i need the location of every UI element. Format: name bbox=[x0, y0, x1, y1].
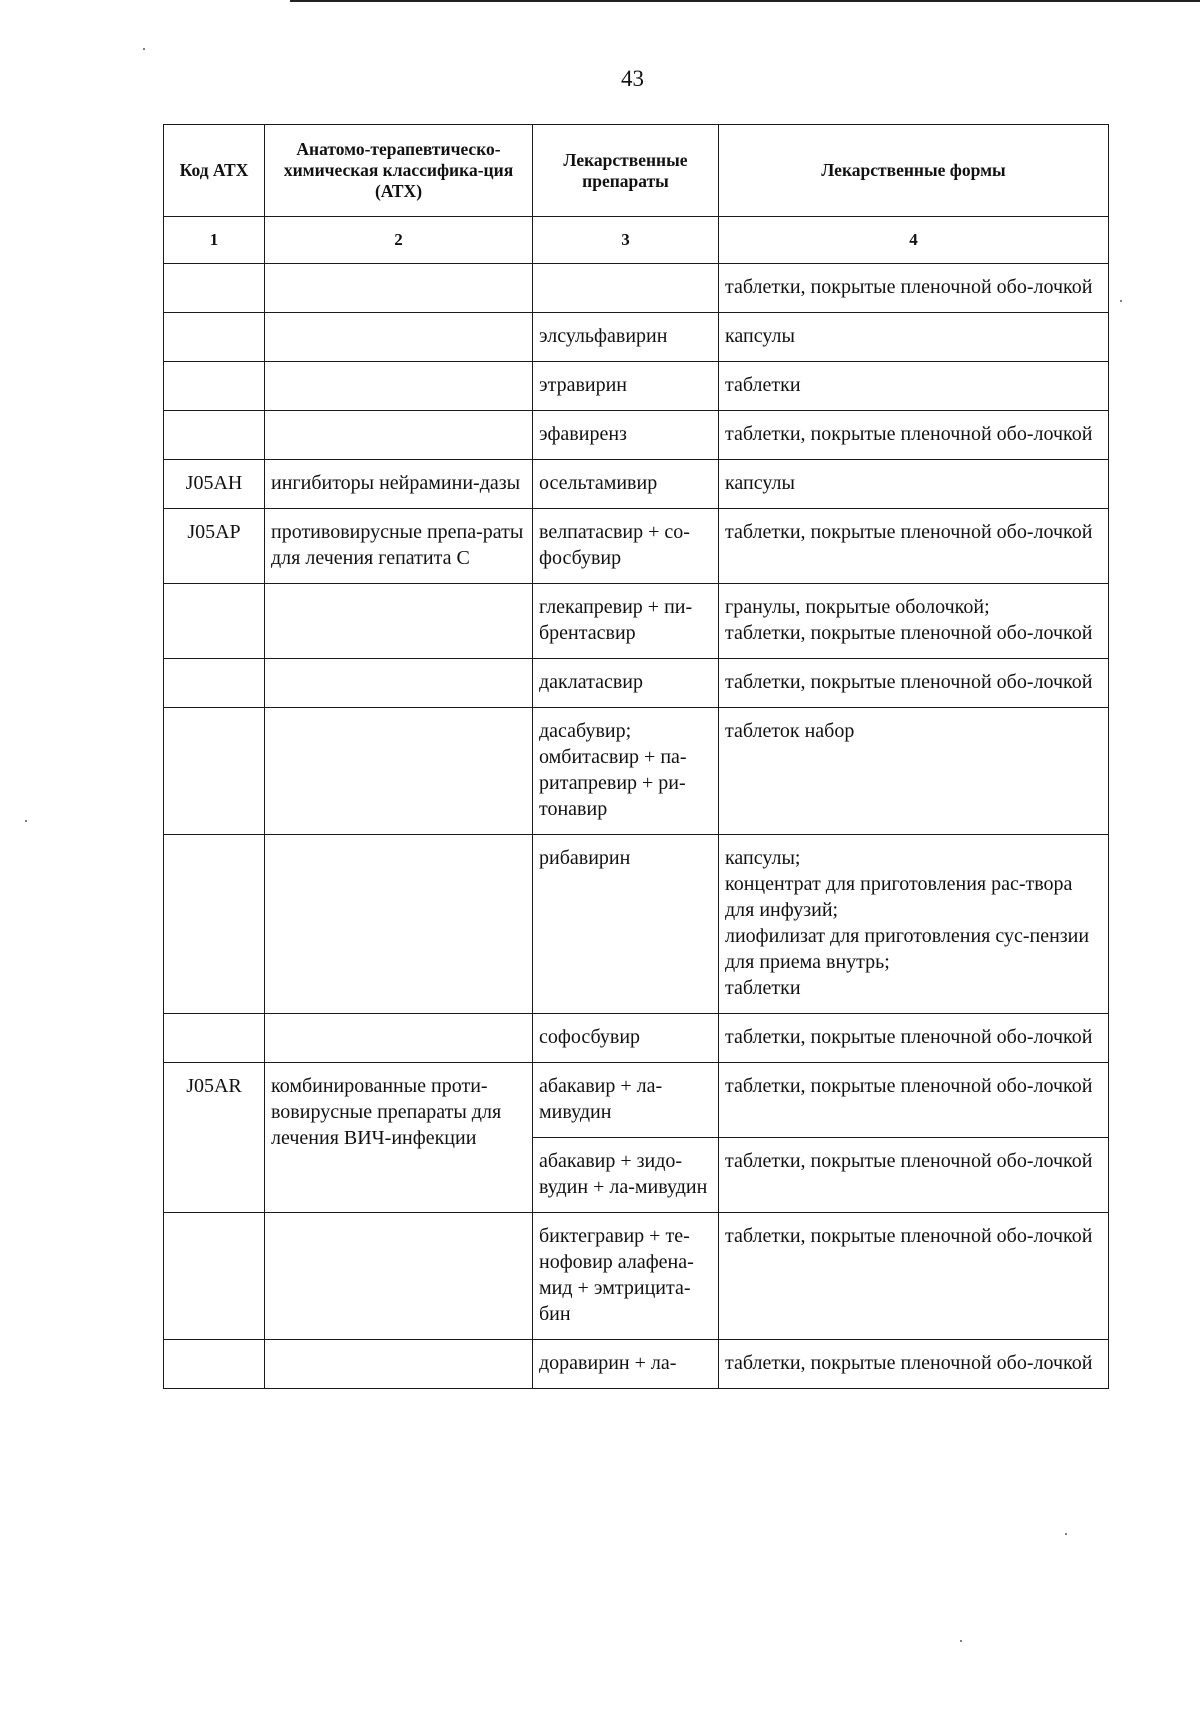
atx-classification bbox=[265, 584, 533, 659]
atx-code bbox=[164, 1014, 265, 1063]
atx-classification: комбинированные проти-вовирусные препараты для лечения ВИЧ-инфекции bbox=[265, 1063, 533, 1213]
drug-name: абакавир + ла-мивудин bbox=[533, 1063, 719, 1138]
page-number: 43 bbox=[621, 66, 644, 91]
column-number-row bbox=[164, 217, 1109, 264]
dosage-forms bbox=[719, 835, 1109, 1014]
atx-table bbox=[163, 124, 1109, 1389]
dosage-form: таблетки, покрытые пленочной обо-лочкой bbox=[725, 1026, 1093, 1048]
dosage-forms bbox=[719, 1063, 1109, 1138]
table-row bbox=[164, 1014, 1109, 1063]
atx-classification bbox=[265, 362, 533, 411]
column-number: 3 bbox=[533, 217, 719, 264]
dosage-form: таблетки, покрытые пленочной обо-лочкой bbox=[725, 276, 1093, 298]
dosage-form: таблетки, покрытые пленочной обо-лочкой bbox=[725, 521, 1093, 543]
header-code: Код АТХ bbox=[164, 125, 265, 217]
table-row bbox=[164, 1063, 1109, 1138]
dosage-forms bbox=[719, 362, 1109, 411]
dosage-form: таблетки, покрытые пленочной обо-лочкой bbox=[725, 671, 1093, 693]
dosage-forms bbox=[719, 1014, 1109, 1063]
dosage-form: капсулы; bbox=[725, 847, 801, 869]
drug-name: биктегравир + те-нофовир алафена-мид + эмтрицита-бин bbox=[533, 1213, 719, 1340]
scan-speck bbox=[960, 1640, 962, 1642]
atx-code bbox=[164, 584, 265, 659]
atx-code bbox=[164, 659, 265, 708]
dosage-form: гранулы, покрытые оболочкой; bbox=[725, 596, 990, 618]
dosage-form: таблетки, покрытые пленочной обо-лочкой bbox=[725, 1225, 1093, 1247]
scan-speck bbox=[25, 820, 27, 822]
dosage-form: таблетки, покрытые пленочной обо-лочкой bbox=[725, 423, 1093, 445]
atx-classification bbox=[265, 835, 533, 1014]
table-row bbox=[164, 362, 1109, 411]
dosage-form: таблетки, покрытые пленочной обо-лочкой bbox=[725, 622, 1093, 644]
header-drugs: Лекарственные препараты bbox=[533, 125, 719, 217]
dosage-form: таблетки, покрытые пленочной обо-лочкой bbox=[725, 1150, 1093, 1172]
table-row bbox=[164, 313, 1109, 362]
atx-code bbox=[164, 708, 265, 835]
atx-classification bbox=[265, 411, 533, 460]
dosage-form: капсулы bbox=[725, 472, 795, 494]
atx-code bbox=[164, 362, 265, 411]
drug-name: доравирин + ла- bbox=[533, 1340, 719, 1389]
atx-classification bbox=[265, 264, 533, 313]
drug-name: элсульфавирин bbox=[533, 313, 719, 362]
drug-name: абакавир + зидо-вудин + ла-мивудин bbox=[533, 1138, 719, 1213]
dosage-forms bbox=[719, 659, 1109, 708]
atx-code: J05AR bbox=[164, 1063, 265, 1213]
dosage-forms bbox=[719, 1138, 1109, 1213]
atx-classification: противовирусные препа-раты для лечения гепатита С bbox=[265, 509, 533, 584]
atx-code: J05AH bbox=[164, 460, 265, 509]
dosage-form: капсулы bbox=[725, 325, 795, 347]
atx-code bbox=[164, 264, 265, 313]
dosage-form: таблетки bbox=[725, 977, 801, 999]
atx-classification bbox=[265, 659, 533, 708]
table-row bbox=[164, 411, 1109, 460]
atx-code bbox=[164, 1340, 265, 1389]
dosage-forms bbox=[719, 509, 1109, 584]
table-row bbox=[164, 708, 1109, 835]
drug-name: даклатасвир bbox=[533, 659, 719, 708]
atx-classification bbox=[265, 1213, 533, 1340]
dosage-forms bbox=[719, 1213, 1109, 1340]
header-forms: Лекарственные формы bbox=[719, 125, 1109, 217]
column-number: 4 bbox=[719, 217, 1109, 264]
table-row bbox=[164, 584, 1109, 659]
dosage-forms bbox=[719, 313, 1109, 362]
table-row bbox=[164, 1213, 1109, 1340]
atx-classification bbox=[265, 1340, 533, 1389]
dosage-form: таблеток набор bbox=[725, 720, 855, 742]
scan-speck bbox=[1065, 1533, 1067, 1535]
drug-name: велпатасвир + со-фосбувир bbox=[533, 509, 719, 584]
drug-name: рибавирин bbox=[533, 835, 719, 1014]
atx-code bbox=[164, 1213, 265, 1340]
drug-name: дасабувир; омбитасвир + па-ритапревир + ри-тонавир bbox=[533, 708, 719, 835]
drug-name bbox=[533, 264, 719, 313]
table-row bbox=[164, 1340, 1109, 1389]
atx-code bbox=[164, 313, 265, 362]
dosage-form: таблетки, покрытые пленочной обо-лочкой bbox=[725, 1352, 1093, 1374]
dosage-form: таблетки, покрытые пленочной обо-лочкой bbox=[725, 1075, 1093, 1097]
scan-speck bbox=[1120, 300, 1122, 302]
atx-classification bbox=[265, 1014, 533, 1063]
atx-classification bbox=[265, 313, 533, 362]
drug-name: осельтамивир bbox=[533, 460, 719, 509]
drug-name: эфавиренз bbox=[533, 411, 719, 460]
dosage-forms bbox=[719, 584, 1109, 659]
drug-name: софосбувир bbox=[533, 1014, 719, 1063]
drug-name: этравирин bbox=[533, 362, 719, 411]
atx-code bbox=[164, 411, 265, 460]
table-row bbox=[164, 509, 1109, 584]
dosage-forms bbox=[719, 708, 1109, 835]
dosage-forms bbox=[719, 460, 1109, 509]
table-header-row bbox=[164, 125, 1109, 217]
table-row bbox=[164, 264, 1109, 313]
dosage-forms bbox=[719, 411, 1109, 460]
dosage-forms bbox=[719, 264, 1109, 313]
column-number: 1 bbox=[164, 217, 265, 264]
top-rule bbox=[290, 0, 1200, 2]
scan-speck bbox=[143, 48, 145, 50]
atx-code bbox=[164, 835, 265, 1014]
dosage-form: таблетки bbox=[725, 374, 801, 396]
dosage-form: концентрат для приготовления рас-твора для инфузий; bbox=[725, 873, 1073, 921]
table-row bbox=[164, 835, 1109, 1014]
table-row bbox=[164, 659, 1109, 708]
column-number: 2 bbox=[265, 217, 533, 264]
atx-code: J05AP bbox=[164, 509, 265, 584]
atx-classification: ингибиторы нейрамини-дазы bbox=[265, 460, 533, 509]
table-row bbox=[164, 460, 1109, 509]
atx-classification bbox=[265, 708, 533, 835]
header-classification: Анатомо-терапевтическо-химическая классифика-ция (АТХ) bbox=[265, 125, 533, 217]
drug-name: глекапревир + пи-брентасвир bbox=[533, 584, 719, 659]
dosage-form: лиофилизат для приготовления сус-пензии для приема внутрь; bbox=[725, 925, 1090, 973]
dosage-forms bbox=[719, 1340, 1109, 1389]
